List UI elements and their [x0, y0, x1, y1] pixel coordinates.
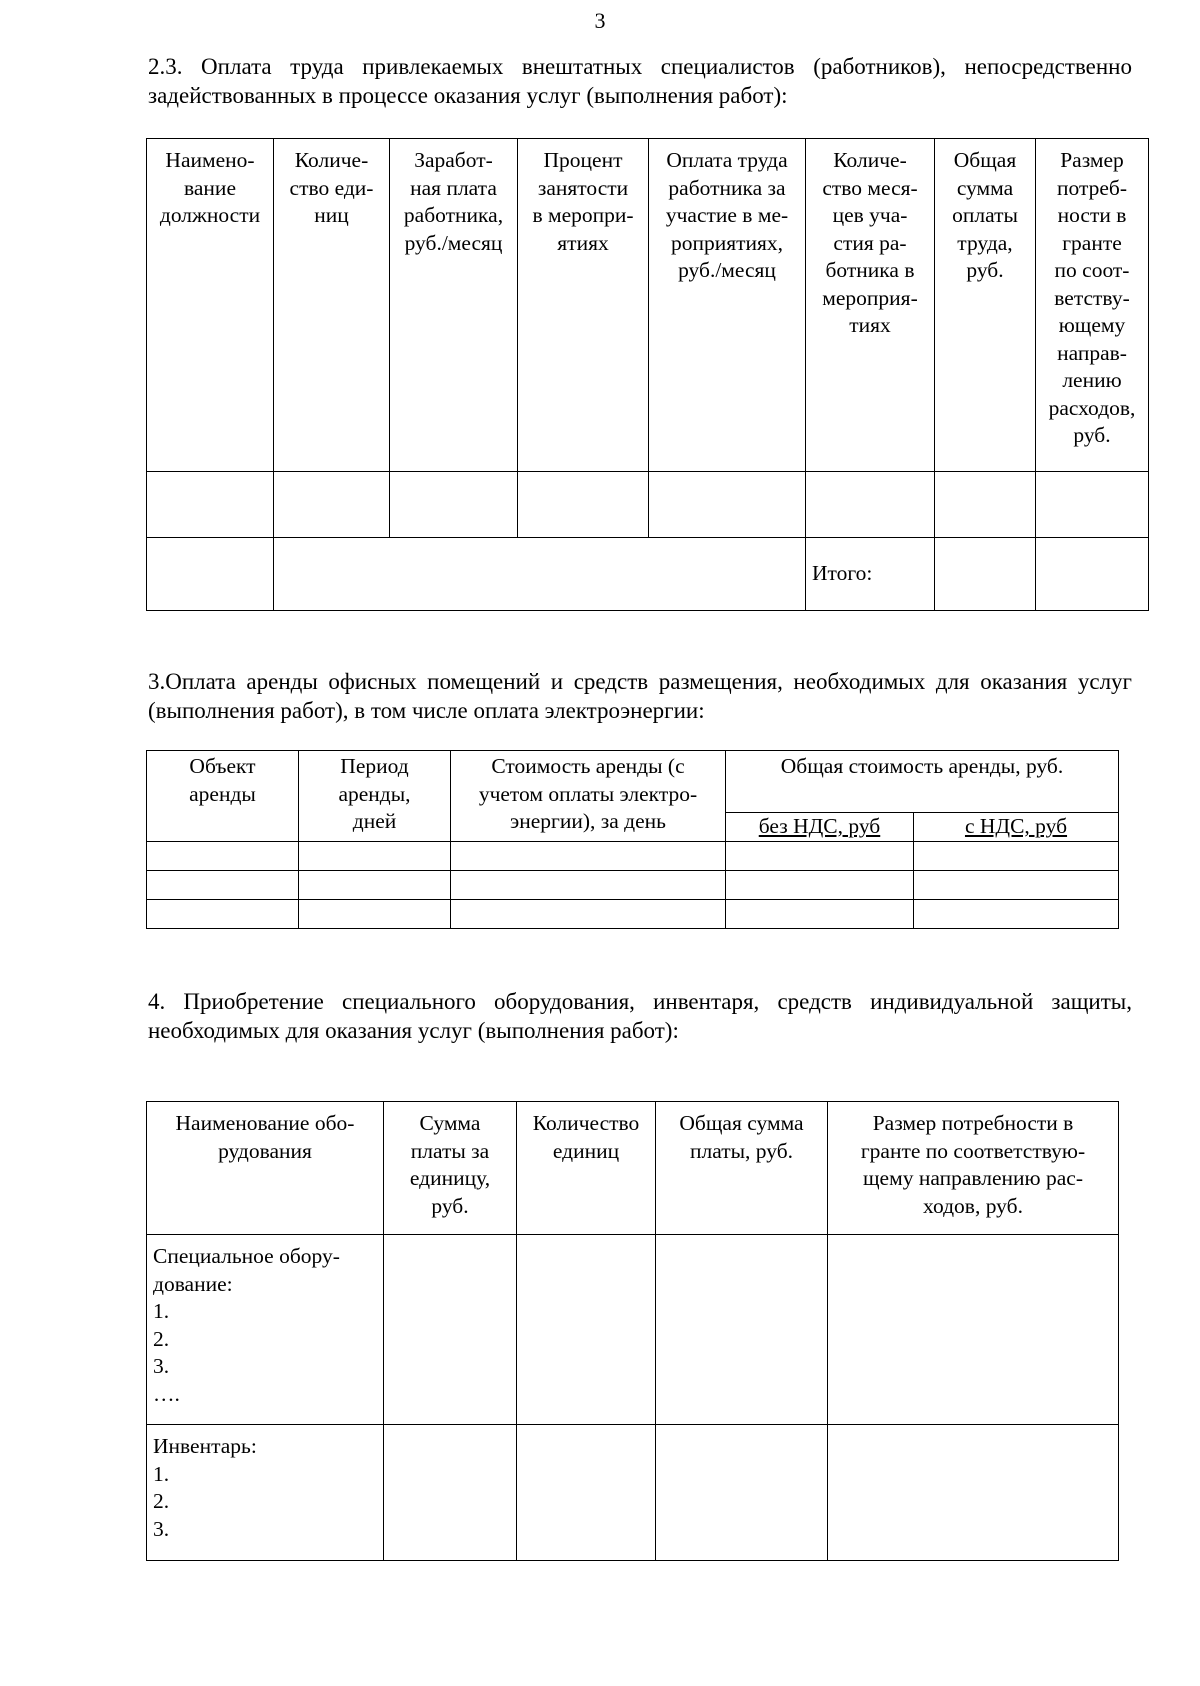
col-quantity: Количество единиц: [517, 1102, 656, 1235]
col-event-pay: Оплата труда работника за участие в ме- роприятиях, руб./месяц: [649, 139, 806, 472]
page-number: 3: [594, 8, 606, 33]
col-with-vat: с НДС, руб: [914, 813, 1119, 842]
table-row: [147, 871, 1119, 900]
header-row: [147, 751, 1119, 813]
inventory-list: Инвентарь: 1. 2. 3.: [147, 1425, 384, 1561]
col-total-rent-cost: Общая стоимость аренды, руб.: [726, 751, 1119, 813]
equipment-list: Специальное обору- дование: 1. 2. 3. ….: [147, 1235, 384, 1425]
section-3-heading: 3.Оплата аренды офисных помещений и средств размещения, необходимых для оказания услуг (выполнения работ), в том числе оплата электроэнергии:: [148, 669, 1132, 723]
col-unit-price: Сумма платы за единицу, руб.: [384, 1102, 517, 1235]
col-salary: Заработ- ная плата работника, руб./месяц: [390, 139, 518, 472]
col-months: Количе- ство меся- цев уча- стия ра- ботника в мероприя- тиях: [806, 139, 935, 472]
col-equipment-name: Наименование обо- рудования: [147, 1102, 384, 1235]
col-unit-count: Количе- ство еди- ниц: [274, 139, 390, 472]
rent-table: [146, 750, 1119, 929]
section-4-heading: 4. Приобретение специального оборудования, инвентаря, средств индивидуальной защиты, необходимых для оказания услуг (выполнения работ):: [148, 989, 1132, 1043]
table-row: [147, 842, 1119, 871]
table-row: [147, 900, 1119, 929]
total-row: [147, 538, 1149, 611]
total-label: Итого:: [806, 538, 935, 611]
col-rent-cost-per-day: Стоимость аренды (с учетом оплаты электро- энергии), за день: [451, 751, 726, 842]
col-total-sum: Общая сумма платы, руб.: [656, 1102, 828, 1235]
col-grant-need: Размер потребности в гранте по соответствую- щему направлению рас- ходов, руб.: [828, 1102, 1119, 1235]
col-total-pay: Общая сумма оплаты труда, руб.: [935, 139, 1036, 472]
header-row: [147, 139, 1149, 472]
col-rent-period: Период аренды, дней: [299, 751, 451, 842]
col-employment-percent: Процент занятости в меропри- ятиях: [518, 139, 649, 472]
staff-pay-table: [146, 138, 1149, 611]
col-without-vat: без НДС, руб: [726, 813, 914, 842]
col-position-name: Наимено- вание должности: [147, 139, 274, 472]
inventory-row: [147, 1425, 1119, 1561]
equipment-row: [147, 1235, 1119, 1425]
header-row: [147, 1102, 1119, 1235]
col-grant-need: Размер потреб- ности в гранте по соот- ветству- ющему направ- лению расходов, руб.: [1036, 139, 1149, 472]
equipment-table: [146, 1101, 1119, 1561]
col-rent-object: Объект аренды: [147, 751, 299, 842]
table-row: [147, 472, 1149, 538]
section-2-3-heading: 2.3. Оплата труда привлекаемых внештатных специалистов (работников), непосредственно задействованных в процессе оказания услуг (выполнения работ):: [148, 54, 1132, 108]
